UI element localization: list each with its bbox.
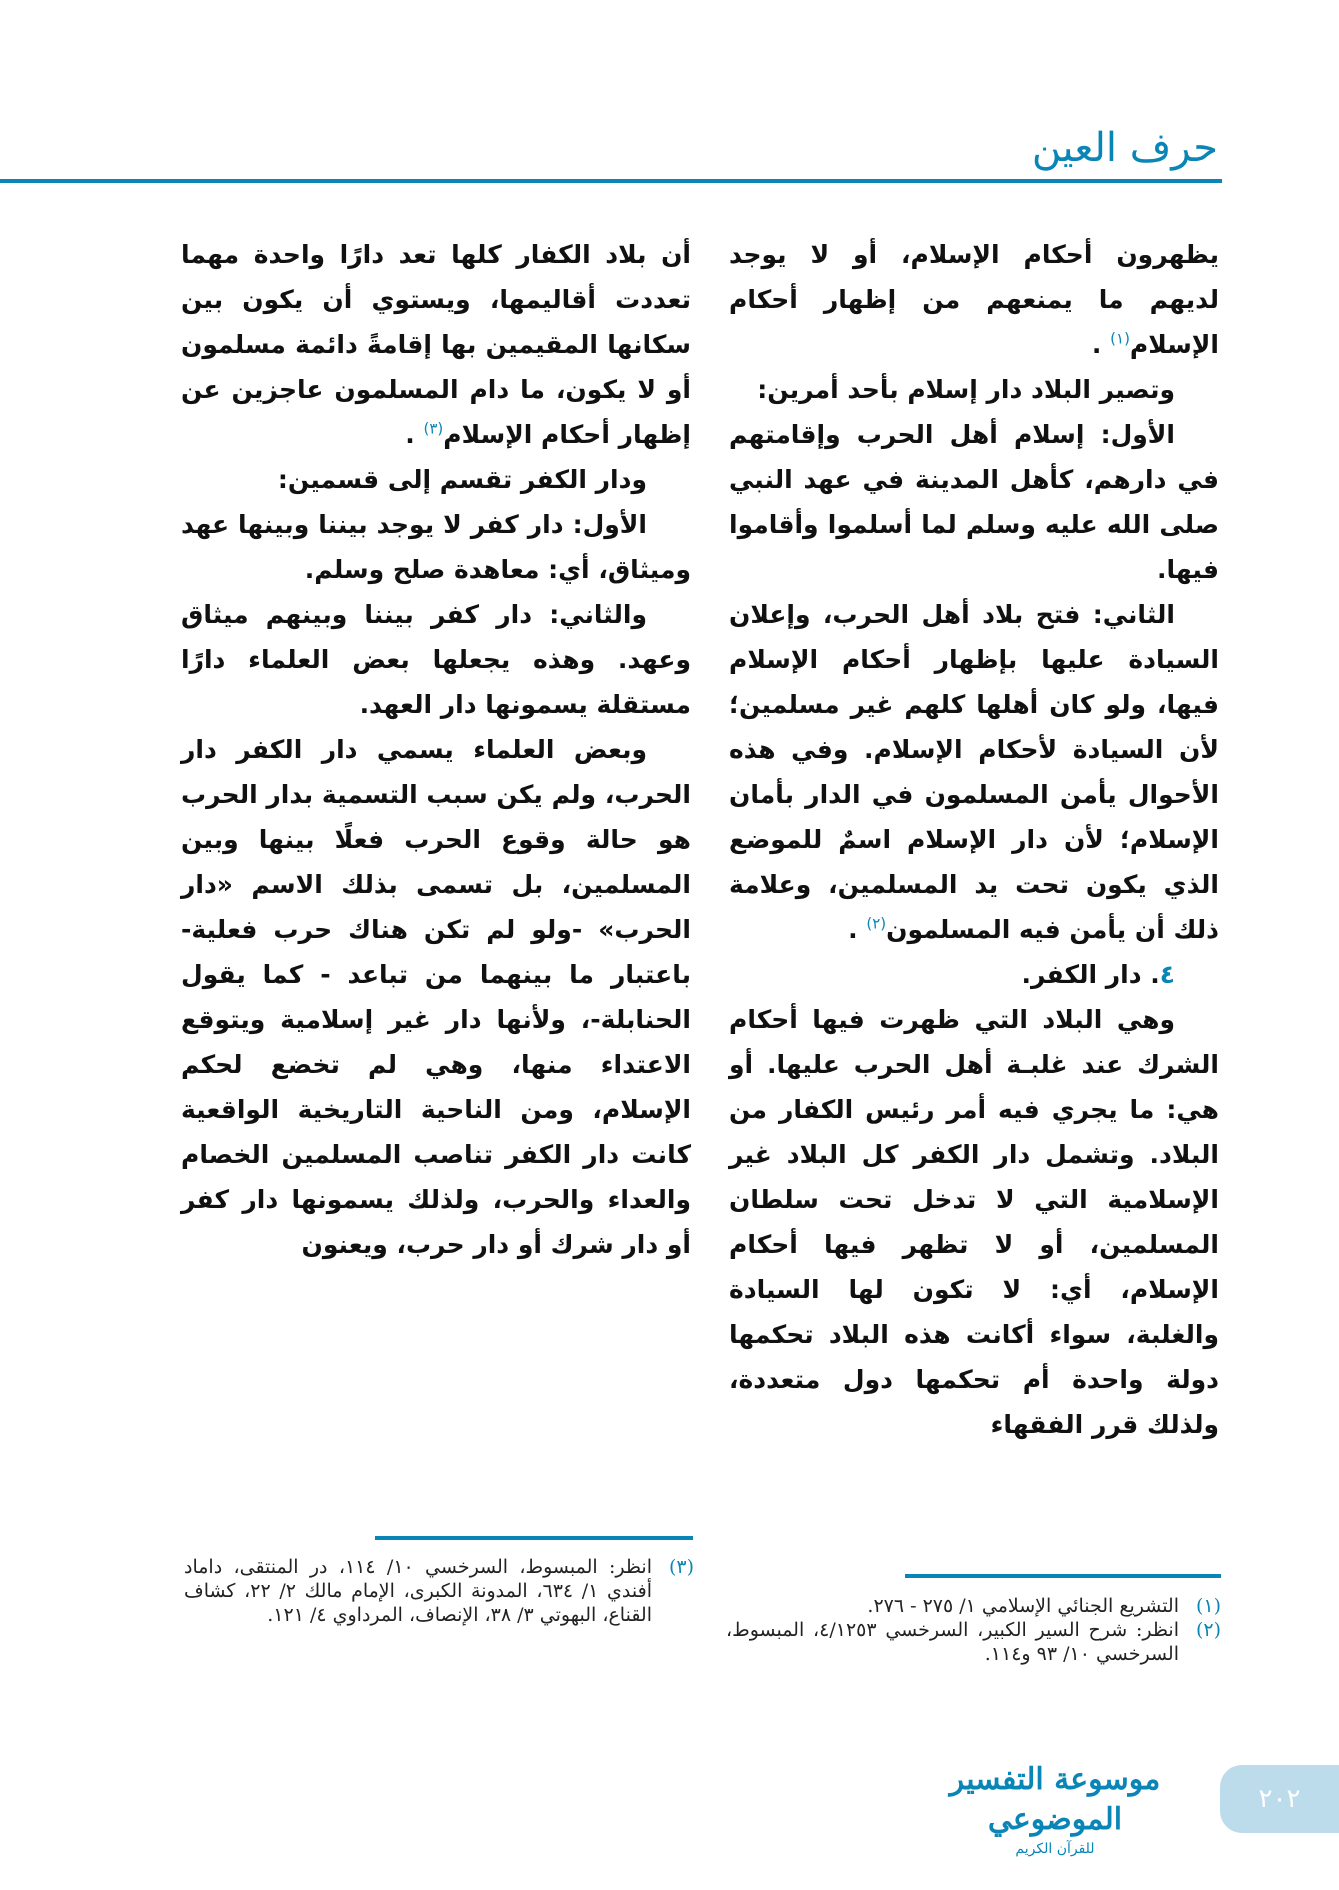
- paragraph: [181, 232, 691, 457]
- footnote-number: (١): [1195, 1595, 1221, 1617]
- chapter-title: حرف العين: [1031, 125, 1218, 171]
- footnote-text: انظر: المبسوط، السرخسي ١٠/ ١١٤، در المنتقى، داماد أفندي ١/ ٦٣٤، المدونة الكبرى، الإمام مالك ٢/ ٢٢، كشاف القناع، البهوتي ٣/ ٣٨، الإنصاف، المرداوي ٤/ ١٢١.: [184, 1556, 652, 1626]
- paragraph: وبعض العلماء يسمي دار الكفر دار الحرب، ولم يكن سبب التسمية بدار الحرب هو حالة وقوع الحرب فعلًا بينها وبين المسلمين، بل تسمى بذلك الاسم «دار الحرب» -ولو لم تكن هناك حرب فعلية- باعتبار ما بينهما من تباعد - كما يقول الحنابلة-، ولأنها دار غير إسلامية ويتوقع الاعتداء منها، وهي لم تخضع لحكم الإسلام، ومن الناحية التاريخية الواقعية كانت دار الكفر تناصب المسلمين الخصام والعداء والحرب، ولذلك يسمونها دار كفر أو دار شرك أو دار حرب، ويعنون: [181, 735, 691, 1259]
- footnote-divider: [375, 1536, 693, 1540]
- footnote: [184, 1555, 694, 1627]
- footnote-text: انظر: شرح السير الكبير، السرخسي ٤/١٢٥٣، المبسوط، السرخسي ١٠/ ٩٣ و١١٤.: [726, 1619, 1179, 1665]
- paragraph-text: دار كفر لا يوجد بيننا وبينها عهد وميثاق، أي: معاهدة صلح وسلم.: [181, 510, 691, 584]
- footnote-divider: [905, 1574, 1221, 1578]
- paragraph: وهي البلاد التي ظهرت فيها أحكام الشرك عند غلبـة أهل الحرب عليها. أو هي: ما يجري فيه أمر رئيس الكفار من البلاد. وتشمل دار الكفر كل البلاد غير الإسلامية التي لا تدخل تحت سلطان المسلمين، أو لا تظهر فيها أحكام الإسلام، أي: لا تكون لها السيادة والغلبة، سواء أكانت هذه البلاد تحكمها دولة واحدة أم تحكمها دول متعددة، ولذلك قرر الفقهاء: [729, 1005, 1219, 1439]
- section-title: . دار الكفر.: [1021, 960, 1160, 989]
- footnotes-left: [184, 1555, 694, 1627]
- paragraph-text: دار كفر بيننا وبينهم ميثاق وعهد. وهذه يجعلها بعض العلماء دارًا مستقلة يسمونها دار العهد.: [181, 600, 691, 719]
- footnote: [726, 1594, 1221, 1618]
- footnote-ref[interactable]: (٣): [423, 419, 444, 438]
- punctuation: .: [1091, 330, 1102, 359]
- logo-subtitle: للقرآن الكريم: [1015, 1841, 1095, 1857]
- paragraph: ودار الكفر تقسم إلى قسمين:: [277, 465, 647, 494]
- logo-title: موسوعة التفسير الموضوعي: [949, 1762, 1161, 1837]
- page-number-badge: ٢٠٢: [1220, 1765, 1339, 1833]
- paragraph-text: إسلام أهل الحرب وإقامتهم في دارهم، كأهل المدينة في عهد النبي صلى الله عليه وسلم لما أسلموا وأقاموا فيها.: [729, 420, 1219, 584]
- lead-label: والثاني:: [549, 600, 647, 629]
- footnotes-right: [726, 1594, 1221, 1666]
- punctuation: .: [848, 915, 858, 944]
- paragraph: [729, 592, 1219, 952]
- encyclopedia-logo: [935, 1760, 1175, 1857]
- footnote-number: (٢): [1195, 1619, 1221, 1641]
- footnote-ref[interactable]: (١): [1110, 329, 1130, 348]
- paragraph: [181, 592, 691, 727]
- paragraph: [729, 232, 1219, 367]
- section-number: ٤: [1159, 960, 1175, 989]
- paragraph-text: أن بلاد الكفار كلها تعد دارًا واحدة مهما تعددت أقاليمها، ويستوي أن يكون بين سكانها المقيمين بها إقامةً دائمة مسلمون أو لا يكون، ما دام المسلمون عاجزين عن إظهار أحكام الإسلام: [181, 240, 691, 449]
- header-divider: [0, 179, 1222, 183]
- left-column: [181, 232, 691, 1267]
- lead-label: الثاني:: [1092, 600, 1175, 629]
- punctuation: .: [405, 420, 415, 449]
- paragraph: [181, 502, 691, 592]
- footnote: [726, 1618, 1221, 1666]
- paragraph-text: يظهرون أحكام الإسلام، أو لا يوجد لديهم ما يمنعهم من إظهار أحكام الإسلام: [729, 240, 1219, 359]
- footnote-text: التشريع الجنائي الإسلامي ١/ ٢٧٥ - ٢٧٦.: [867, 1595, 1179, 1617]
- paragraph: [729, 412, 1219, 592]
- lead-label: الأول:: [572, 510, 647, 539]
- footnote-number: (٣): [668, 1556, 694, 1578]
- section-heading: [729, 952, 1219, 997]
- lead-label: الأول:: [1100, 420, 1175, 449]
- paragraph: وتصير البلاد دار إسلام بأحد أمرين:: [757, 375, 1175, 404]
- paragraph-text: فتح بلاد أهل الحرب، وإعلان السيادة عليها بإظهار أحكام الإسلام فيها، ولو كان أهلها كلهم غير مسلمين؛ لأن السيادة لأحكام الإسلام. وفي هذه الأحوال يأمن المسلمون في الدار بأمان الإسلام؛ لأن دار الإسلام اسمٌ للموضع الذي يكون تحت يد المسلمين، وعلامة ذلك أن يأمن فيه المسلمون: [729, 600, 1219, 944]
- right-column: [729, 232, 1219, 1447]
- footnote-ref[interactable]: (٢): [866, 914, 887, 933]
